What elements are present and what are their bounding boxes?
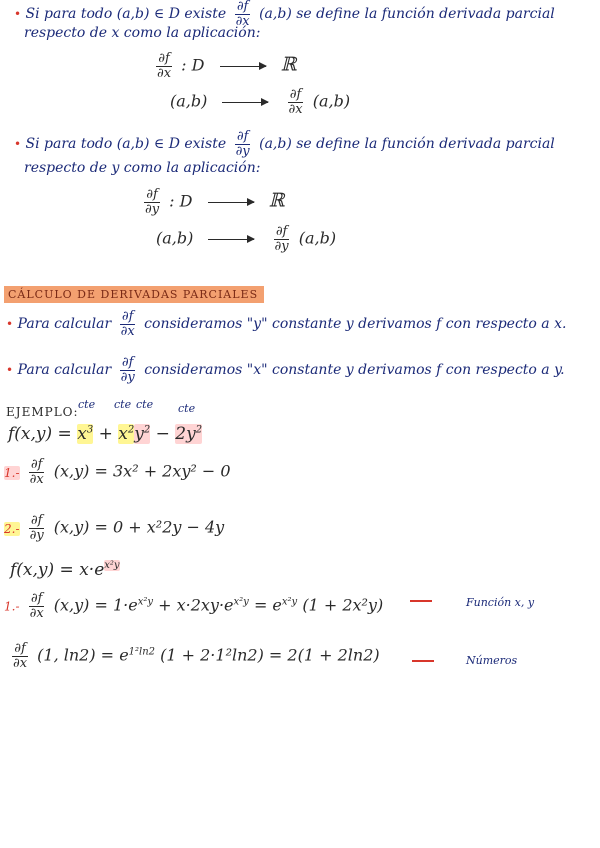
- mapping-y-row1: $\frac{\partial f}{\partial y}$ : D ℝ: [145, 187, 285, 217]
- cte-annotation: cte: [178, 402, 196, 415]
- mapping-x-row2: [170, 88, 350, 116]
- cte-annotation: cte: [78, 398, 96, 411]
- def-x-text-post: (a,b) se define la función derivada parcial: [259, 6, 555, 23]
- right-arrow-icon: [208, 239, 254, 240]
- step-label: 2.-: [4, 521, 20, 536]
- cte-annotation: cte: [114, 398, 132, 411]
- map-y-point: (a,b): [156, 228, 194, 248]
- step1-fraction: $\frac{\partial f}{\partial x}$: [29, 457, 44, 487]
- example2-step2: $\frac{\partial f}{\partial x}$ (1, $\ln 2) = e^{1^2ln2}$ (1 + 2·1²ln2) = 2(1 + 2ln2): [13, 641, 380, 671]
- map-x-image-fraction: $\frac{\partial f}{\partial x}$: [288, 87, 303, 117]
- map-y-codomain: ℝ: [268, 189, 285, 212]
- map-x-codomain: ℝ: [280, 53, 297, 76]
- step2-fraction: $\frac{\partial f}{\partial y}$: [29, 513, 44, 543]
- definition-y-line2: respecto de y como la aplicación:: [24, 160, 261, 176]
- map-y-fraction: $\frac{\partial f}{\partial y}$: [145, 187, 160, 217]
- right-arrow-icon: [222, 102, 268, 103]
- step-label: 1.-: [4, 599, 20, 614]
- rule-y-fraction: $\frac{\partial f}{\partial y}$: [120, 355, 135, 385]
- def-y-text-post: (a,b) se define la función derivada parcial: [259, 136, 555, 153]
- arrow-icon: [410, 600, 432, 602]
- rule-x: • Para calcular $\frac{\partial f}{\partial x}$ consideramos "y" constante y derivamos f con respecto a x.: [6, 309, 567, 339]
- def-x-fraction: $\frac{\partial f}{\partial x}$: [235, 0, 250, 29]
- ex2-step1-fraction: $\frac{\partial f}{\partial x}$: [29, 591, 44, 621]
- map-x-point: (a,b): [170, 91, 208, 111]
- map-y-domain: D: [179, 191, 193, 211]
- right-arrow-icon: [220, 66, 266, 67]
- cte-annotation: cte: [136, 398, 154, 411]
- mapping-x-row1: $\frac{\partial f}{\partial x}$ : D ℝ: [157, 51, 297, 81]
- example2-function: $f(x,y) = x\cdot e^{x^2y}$: [10, 560, 120, 580]
- function-lhs: f(x,y) =: [8, 424, 72, 444]
- def-y-text-pre: Si para todo (a,b) ∈ D existe: [25, 136, 227, 153]
- step2-result: 0 + x²2y − 4y: [113, 517, 225, 537]
- step-label: 1.-: [4, 465, 20, 480]
- rule-x-fraction: $\frac{\partial f}{\partial x}$: [120, 309, 135, 339]
- rule-y: • Para calcular $\frac{\partial f}{\partial y}$ consideramos "x" constante y derivamos f con respecto a y.: [6, 355, 565, 385]
- term-2y-squared: $2y^2$: [175, 424, 203, 444]
- bullet-icon: •: [6, 317, 14, 332]
- numbers-note: Números: [466, 654, 518, 667]
- example-label: EJEMPLO:: [6, 405, 79, 419]
- map-x-image-point: (a,b): [312, 91, 351, 111]
- step1-result: 3x² + 2xy² − 0: [112, 461, 231, 481]
- arrow-icon: [412, 660, 434, 662]
- term-x-squared: $x^2$: [118, 424, 135, 444]
- bullet-icon: •: [6, 363, 14, 378]
- term-y-squared: $y^2$: [134, 424, 151, 444]
- example-step1: 1.- $\frac{\partial f}{\partial x}$ (x,y) = 3x² + 2xy² − 0: [4, 457, 231, 487]
- right-arrow-icon: [208, 202, 254, 203]
- bullet-icon: •: [14, 137, 22, 152]
- ex2-step2-fraction: $\frac{\partial f}{\partial x}$: [13, 641, 28, 671]
- term-x-cubed: $x^3$: [77, 424, 94, 444]
- bullet-icon: •: [14, 7, 22, 22]
- mapping-y-row2: [156, 225, 336, 253]
- example-function: $f(x,y) = x^3 + x^2y^2 - 2y^2$: [8, 424, 203, 444]
- map-x-domain: D: [191, 55, 205, 75]
- map-y-image-point: (a,b): [298, 228, 337, 248]
- map-y-image-fraction: $\frac{\partial f}{\partial y}$: [274, 224, 289, 254]
- definition-x-line2: respecto de x como la aplicación:: [24, 25, 261, 41]
- map-x-fraction: $\frac{\partial f}{\partial x}$: [157, 51, 172, 81]
- example-step2: 2.- $\frac{\partial f}{\partial y}$ (x,y) = 0 + x²2y − 4y: [4, 513, 225, 543]
- section-heading: CÁLCULO DE DERIVADAS PARCIALES: [4, 286, 264, 303]
- def-y-fraction: $\frac{\partial f}{\partial y}$: [235, 129, 250, 159]
- def-x-text-pre: Si para todo (a,b) ∈ D existe: [25, 6, 227, 23]
- function-note: Función x, y: [466, 596, 535, 609]
- example2-step1: 1.- $\frac{\partial f}{\partial x}$ $(x,y) = 1\cdot e^{x^2y} + x\cdot 2xy\cdot e^{x^2y} = e^{x^2y}$ (1 + 2x²y): [4, 591, 384, 621]
